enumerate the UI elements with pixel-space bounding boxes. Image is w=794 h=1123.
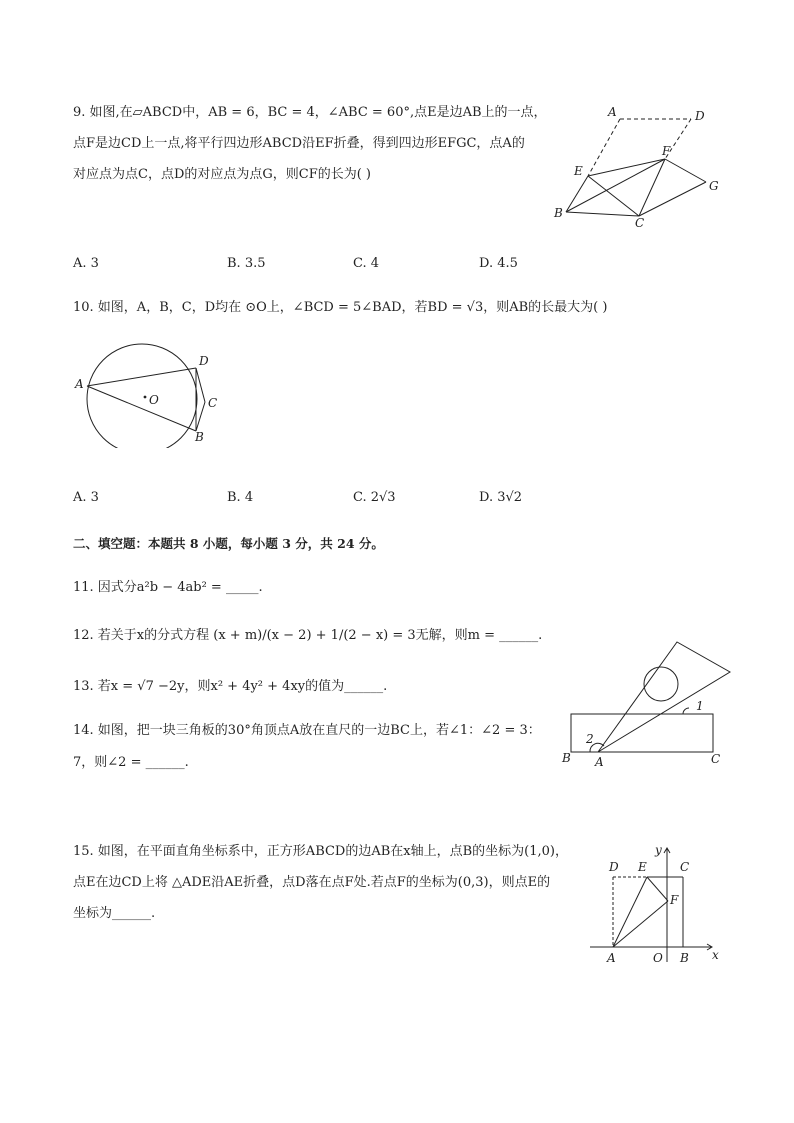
q14-line2: 7，则∠2 = ______. (73, 755, 189, 770)
q9-label-A: A (608, 105, 617, 119)
q15-label-x: x (712, 948, 719, 962)
q13-text: 13. 若x = √7 −2y，则x² + 4y² + 4xy的值为______. (73, 679, 388, 694)
q12-text: 12. 若关于x的分式方程 (x + m)/(x − 2) + 1/(2 − x) = 3无解，则m = ______. (73, 628, 543, 643)
q15-label-A: A (607, 951, 616, 965)
q15-figure (590, 840, 730, 966)
q14-label-B: B (562, 751, 571, 765)
q15-label-y: y (655, 843, 662, 857)
q9-label-B: B (554, 206, 563, 220)
q10-figure (70, 330, 230, 448)
q15-label-B: B (680, 951, 689, 965)
q15-label-O: O (653, 951, 663, 965)
q15-line2: 点E在边CD上将 △ADE沿AE折叠，点D落在点F处.若点F的坐标为(0,3)，则点E的 (73, 875, 551, 890)
q10-line1: 10. 如图，A，B，C，D均在 ⊙O上，∠BCD = 5∠BAD，若BD = √3，则AB的长最大为( ) (73, 300, 608, 315)
q15-line1: 15. 如图，在平面直角坐标系中，正方形ABCD的边AB在x轴上，点B的坐标为(1,0)， (73, 844, 569, 859)
section-2-heading: 二、填空题：本题共 8 小题，每小题 3 分，共 24 分。 (73, 536, 384, 551)
q10-option-d: D. 3√2 (479, 490, 523, 505)
q9-label-G: G (709, 179, 719, 193)
q9-label-D: D (695, 109, 705, 123)
q14-label-C: C (711, 752, 721, 766)
q10-option-a: A. 3 (73, 490, 99, 505)
q10-center-dot (144, 396, 147, 399)
q14-figure (558, 636, 748, 770)
q9-line3: 对应点为点C，点D的对应点为点G，则CF的长为( ) (73, 167, 371, 182)
q10-option-c: C. 2√3 (353, 490, 396, 505)
q10-label-A: A (75, 377, 84, 391)
q10-label-C: C (208, 396, 218, 410)
q9-option-a: A. 3 (73, 256, 99, 271)
q10-label-D: D (199, 354, 209, 368)
q10-label-O: O (149, 393, 159, 407)
q9-figure (548, 100, 728, 232)
q14-label-2: 2 (586, 732, 594, 746)
q10-option-b: B. 4 (227, 490, 254, 505)
q10-label-B: B (195, 430, 204, 444)
q9-option-c: C. 4 (353, 256, 380, 271)
q9-line2: 点F是边CD上一点,将平行四边形ABCD沿EF折叠，得到四边形EFGC，点A的 (73, 136, 525, 151)
q9-option-d: D. 4.5 (479, 256, 518, 271)
q9-label-F: F (662, 144, 671, 158)
q15-label-E: E (638, 860, 647, 874)
q15-label-D: D (609, 860, 619, 874)
q14-label-A: A (595, 755, 604, 769)
q14-label-1: 1 (696, 699, 704, 713)
q15-line3: 坐标为______. (73, 906, 156, 921)
q9-label-C: C (635, 216, 645, 230)
q9-option-b: B. 3.5 (227, 256, 266, 271)
q15-label-C: C (680, 860, 690, 874)
q11-text: 11. 因式分a²b − 4ab² = _____. (73, 580, 263, 595)
q15-label-F: F (670, 893, 679, 907)
q9-line1: 9. 如图,在▱ABCD中，AB = 6，BC = 4，∠ABC = 60°,点E是边AB上的一点， (73, 105, 547, 120)
q9-label-E: E (574, 164, 583, 178)
q14-line1: 14. 如图，把一块三角板的30°角顶点A放在直尺的一边BC上，若∠1：∠2 = 3： (73, 723, 541, 738)
